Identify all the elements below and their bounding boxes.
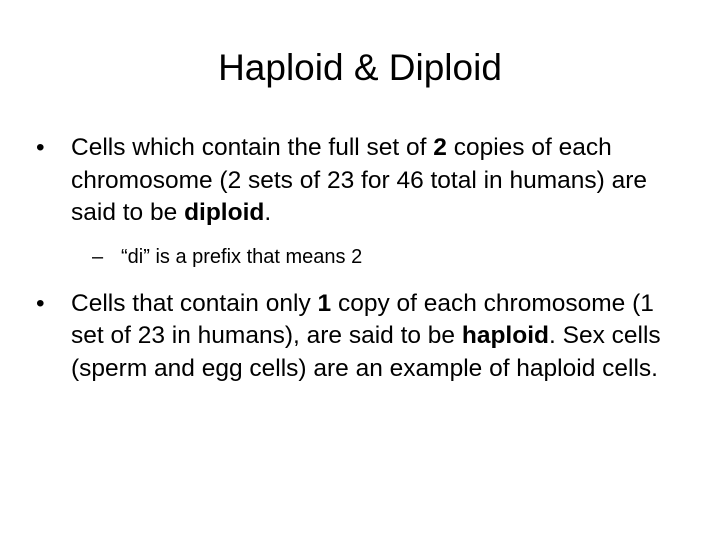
- slide-title: Haploid & Diploid: [218, 47, 502, 88]
- bullet-text: copy of each chromosome (1 set of 23 in humans), are said to be: [71, 289, 654, 349]
- bullet-text: Cells which contain the full set of: [71, 134, 434, 161]
- bullet-marker: •: [36, 289, 45, 317]
- sub-bullet-text: “di” is a prefix that means 2: [121, 245, 363, 268]
- bullet-bold-term: diploid: [184, 199, 265, 226]
- bullet-text: Cells that contain only: [71, 289, 318, 317]
- bullet-diploid: [36, 132, 676, 230]
- bullet-bold-number: 2: [433, 134, 447, 161]
- sub-bullet-di-prefix: [36, 242, 676, 272]
- bullet-text: copies of each chromosome (2 sets of 23 for 46 total in humans) are said to be: [71, 134, 648, 226]
- sub-bullet-marker: –: [92, 245, 104, 268]
- bullet-list: [36, 132, 676, 385]
- bullet-haploid: [36, 288, 676, 386]
- bullet-marker: •: [36, 134, 45, 161]
- bullet-bold-number: 1: [317, 289, 332, 317]
- bullet-text: . Sex cells (sperm and egg cells) are an example of haploid cells.: [71, 322, 661, 382]
- bullet-bold-term: haploid: [461, 322, 549, 349]
- bullet-text: .: [264, 199, 272, 226]
